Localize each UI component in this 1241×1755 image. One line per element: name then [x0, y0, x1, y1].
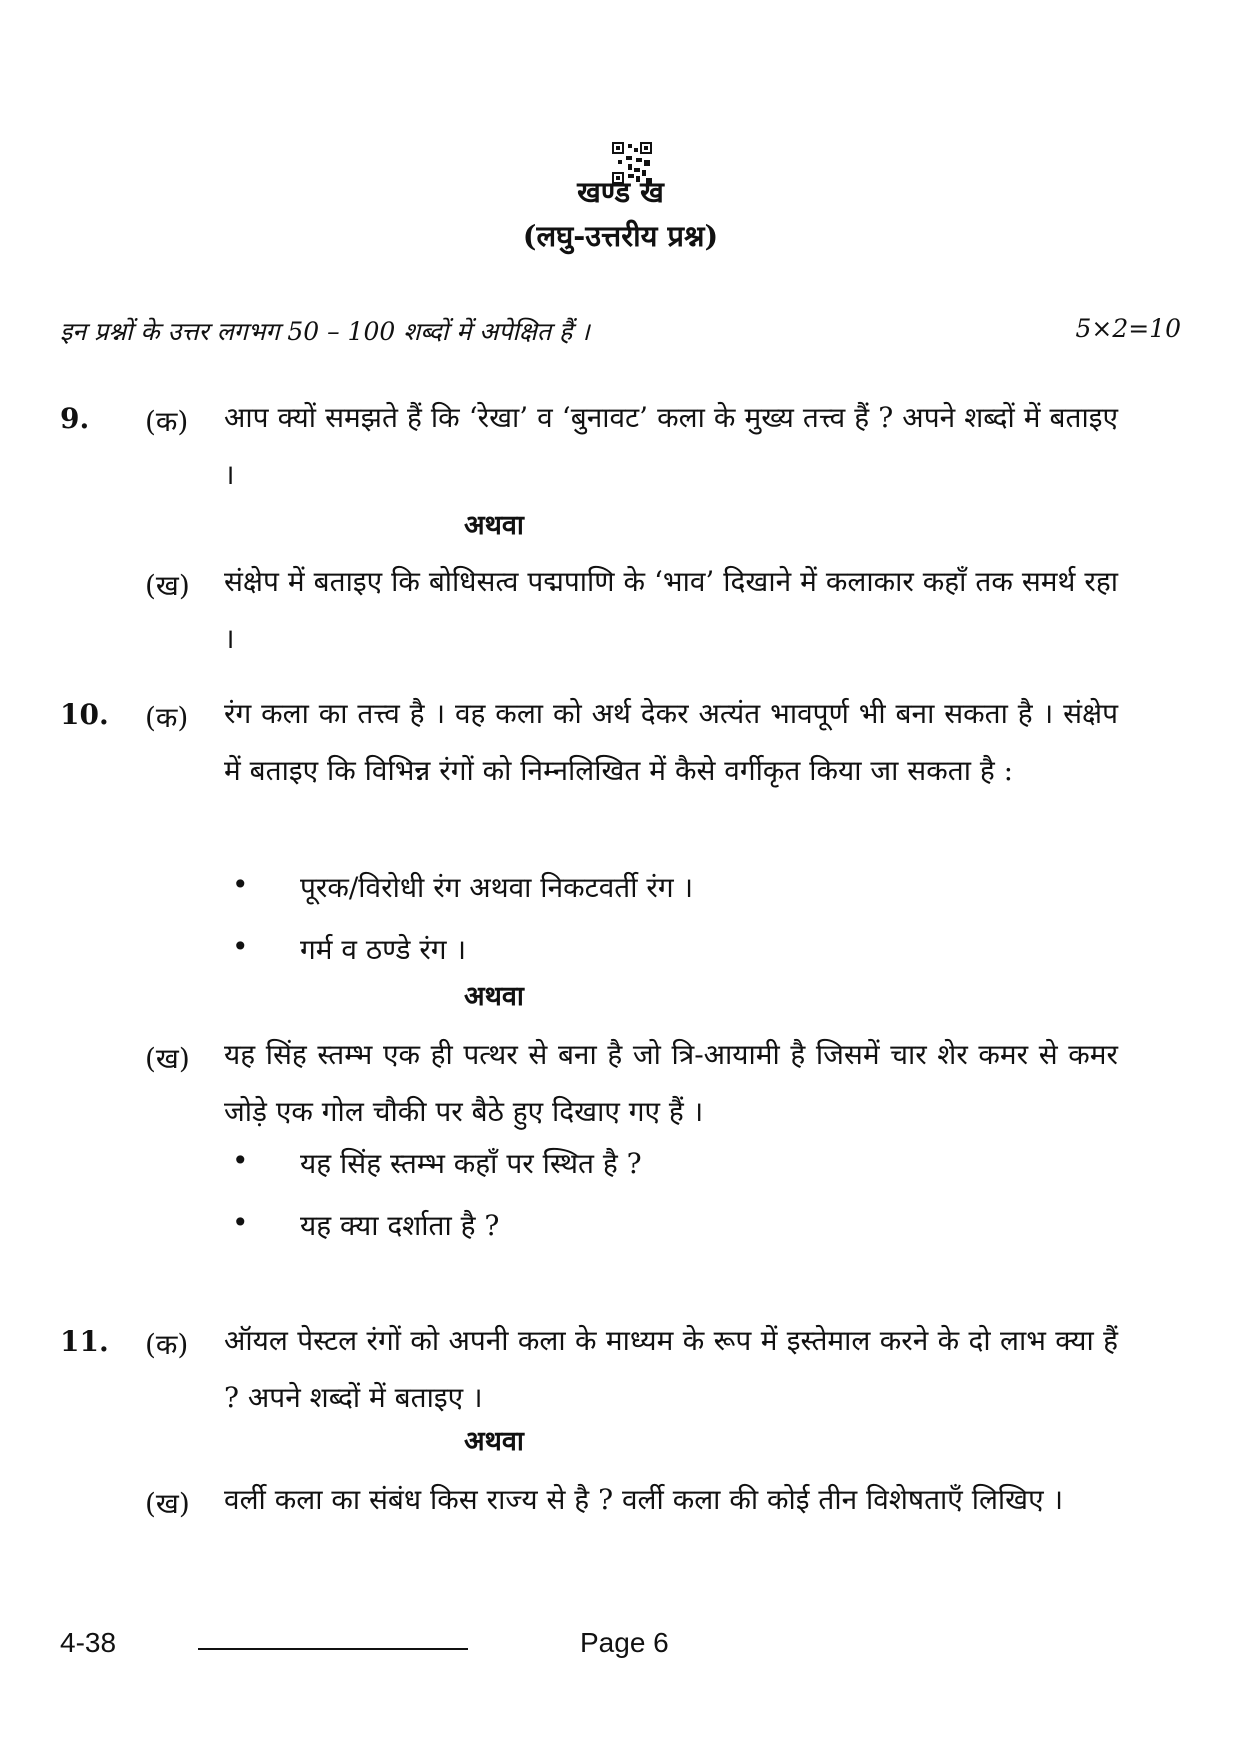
- section-subtitle: (लघु-उत्तरीय प्रश्न): [522, 219, 719, 253]
- question-text: आप क्यों समझते हैं कि ‘रेखा’ व ‘बुनावट’ कला के मुख्य तत्त्व हैं ? अपने शब्दों में बताइए ।: [224, 401, 1118, 491]
- paper-code: 4-38: [60, 1627, 117, 1658]
- question-text: संक्षेप में बताइए कि बोधिसत्व पद्मपाणि के ‘भाव’ दिखाने में कलाकार कहाँ तक समर्थ रहा ।: [224, 565, 1118, 655]
- bullet-item: पूरक/विरोधी रंग अथवा निकटवर्ती रंग ।: [300, 871, 694, 904]
- section-title: खण्ड ख: [577, 175, 664, 209]
- question-number: 10.: [60, 698, 109, 731]
- or-label: अथवा: [464, 1426, 524, 1457]
- part-label: (क): [145, 1328, 189, 1361]
- footer-divider: [198, 1648, 468, 1650]
- bullet-item: यह क्या दर्शाता है ?: [300, 1209, 500, 1242]
- part-label: (ख): [145, 1487, 190, 1520]
- question-text: ऑयल पेस्टल रंगों को अपनी कला के माध्यम के रूप में इस्तेमाल करने के दो लाभ क्या हैं ? अपने शब्दों में बताइए ।: [224, 1324, 1118, 1414]
- bullet-icon: •: [232, 1206, 249, 1239]
- part-label: (ख): [145, 569, 190, 602]
- or-label: अथवा: [464, 510, 524, 541]
- marks-allocation: 5×2=10: [1075, 314, 1181, 343]
- bullet-icon: •: [232, 868, 249, 901]
- page-number: Page 6: [580, 1627, 669, 1658]
- or-label: अथवा: [464, 981, 524, 1012]
- question-text: वर्ली कला का संबंध किस राज्य से है ? वर्ली कला की कोई तीन विशेषताएँ लिखिए ।: [224, 1483, 1064, 1516]
- bullet-item: यह सिंह स्तम्भ कहाँ पर स्थित है ?: [300, 1147, 642, 1180]
- question-number: 11.: [60, 1325, 109, 1358]
- part-label: (क): [145, 701, 189, 734]
- part-label: (ख): [145, 1042, 190, 1075]
- question-text: रंग कला का तत्त्व है । वह कला को अर्थ देकर अत्यंत भावपूर्ण भी बना सकता है । संक्षेप में बताइए कि विभिन्न रंगों को निम्नलिखित में कैसे वर्गीकृत किया जा सकता है :: [224, 697, 1118, 787]
- bullet-item: गर्म व ठण्डे रंग ।: [300, 933, 467, 966]
- instruction-text: इन प्रश्नों के उत्तर लगभग 50 – 100 शब्दों में अपेक्षित हैं ।: [60, 317, 590, 346]
- bullet-icon: •: [232, 930, 249, 963]
- question-number: 9.: [60, 402, 90, 435]
- part-label: (क): [145, 405, 189, 438]
- bullet-icon: •: [232, 1144, 249, 1177]
- question-text: यह सिंह स्तम्भ एक ही पत्थर से बना है जो त्रि-आयामी है जिसमें चार शेर कमर से कमर जोड़े एक गोल चौकी पर बैठे हुए दिखाए गए हैं ।: [224, 1038, 1118, 1128]
